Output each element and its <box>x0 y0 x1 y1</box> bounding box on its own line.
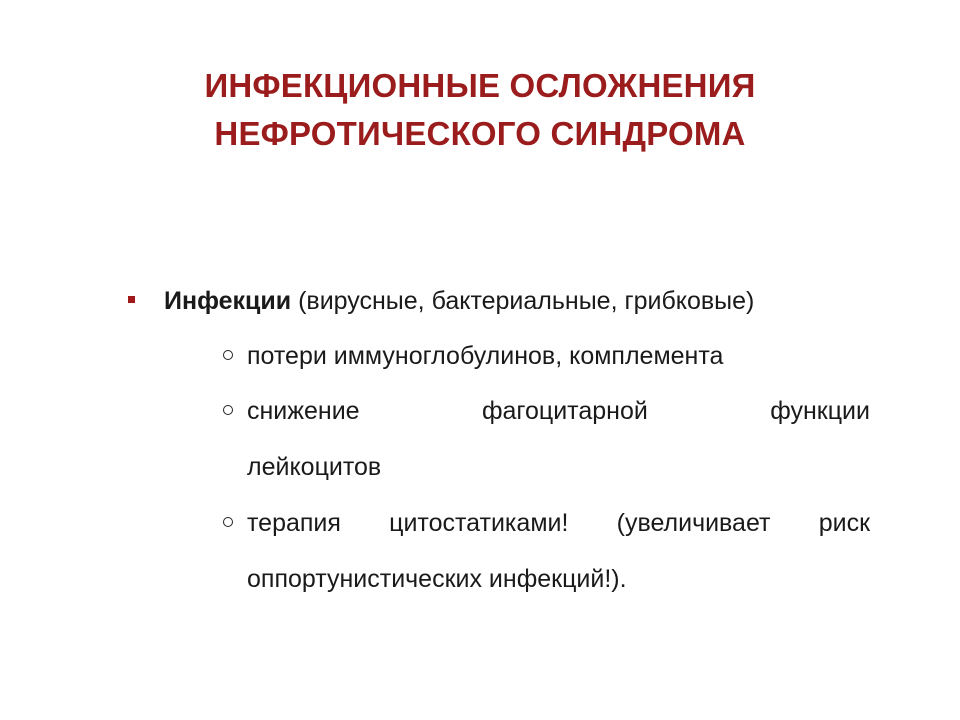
bullet-item-infections <box>125 282 870 320</box>
sub-list <box>125 337 870 607</box>
bullet-bold-text: Инфекции <box>164 287 292 315</box>
circle-bullet-icon <box>223 350 233 360</box>
sub-item-text-line2: оппортунистических инфекций!). <box>247 565 627 593</box>
slide-title <box>80 62 880 158</box>
sub-item-phagocytic <box>223 383 870 495</box>
sub-item-text-line2: лейкоцитов <box>247 453 382 481</box>
sub-item-immunoglobulin <box>223 337 870 375</box>
sub-item-cytostatics <box>223 495 870 607</box>
square-bullet-icon <box>128 296 135 303</box>
title-line-2: НЕФРОТИЧЕСКОГО СИНДРОМА <box>214 115 746 152</box>
circle-bullet-icon <box>223 405 233 415</box>
bullet-rest-text: (вирусные, бактериальные, грибковые) <box>291 287 755 315</box>
sub-item-text-line1: снижение фагоцитарной функции <box>247 397 870 425</box>
sub-item-text: потери иммуноглобулинов, комплемента <box>247 342 724 370</box>
sub-item-text-line1: терапия цитостатиками! (увеличивает риск <box>247 509 870 537</box>
content-list <box>125 282 870 607</box>
circle-bullet-icon <box>223 517 233 527</box>
title-line-1: ИНФЕКЦИОННЫЕ ОСЛОЖНЕНИЯ <box>204 67 756 104</box>
